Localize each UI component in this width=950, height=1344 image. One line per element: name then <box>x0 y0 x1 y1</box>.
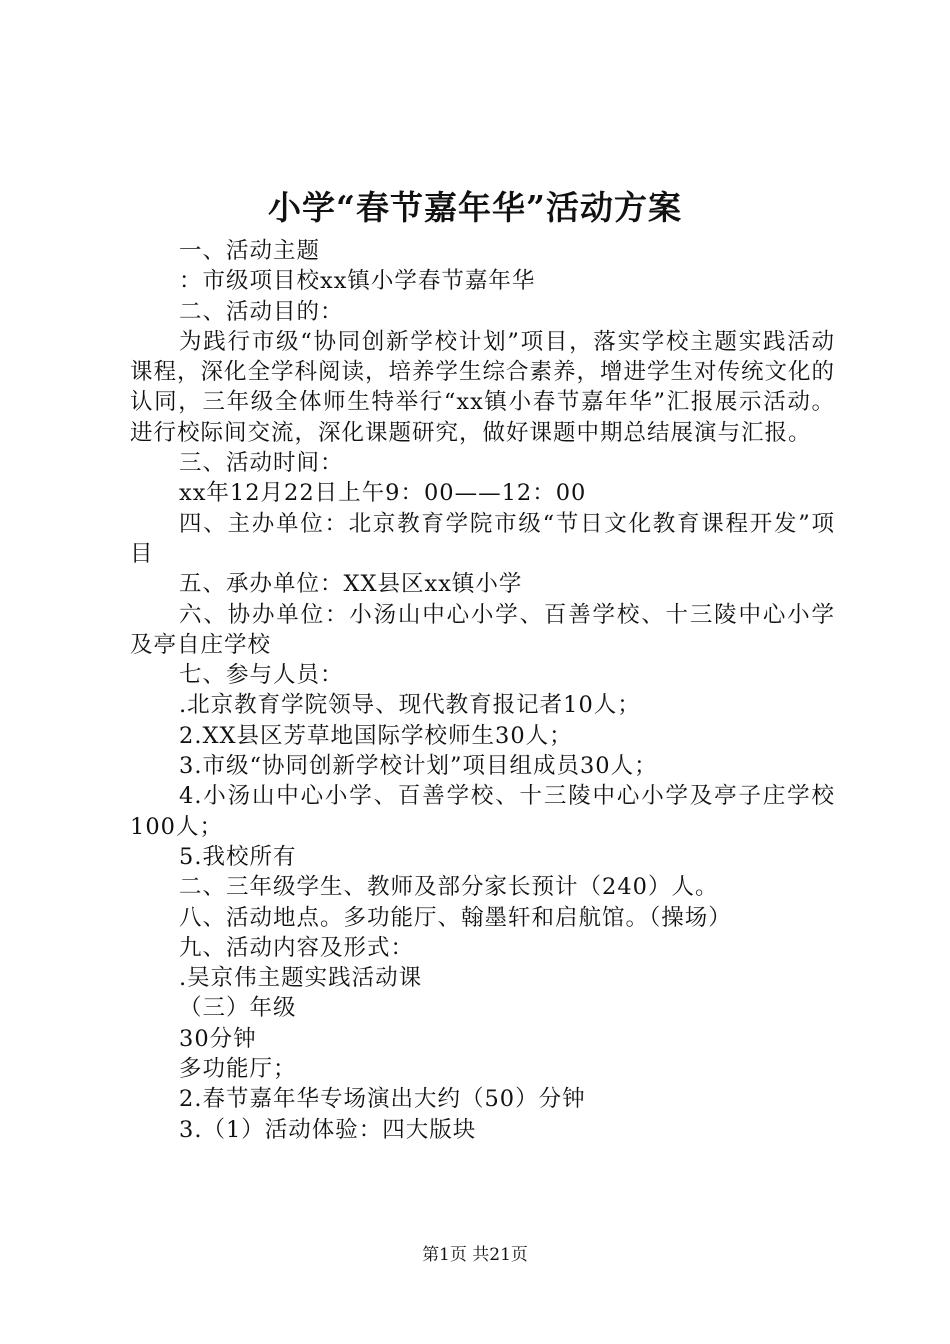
paragraph-participants-heading: 七、参与人员： <box>179 662 344 689</box>
paragraph-content-3: 3.（1）活动体验：四大版块 <box>179 1116 477 1143</box>
paragraph-participant-estimate: 二、三年级学生、教师及部分家长预计（240）人。 <box>179 874 719 901</box>
paragraph-content-grade: （三）年级 <box>179 995 297 1022</box>
paragraph-time: xx年12月22日上午9：00——12：00 <box>179 480 587 507</box>
paragraph-content-heading: 九、活动内容及形式： <box>179 934 415 961</box>
paragraph-purpose-heading: 二、活动目的： <box>179 298 344 325</box>
paragraph-participant-3: 3.市级“协同创新学校计划”项目组成员30人； <box>179 753 658 780</box>
paragraph-location: 八、活动地点。多功能厅、翰墨轩和启航馆。（操场） <box>179 904 732 931</box>
paragraph-participant-5: 5.我校所有 <box>179 843 297 870</box>
paragraph-host: 五、承办单位：XX县区xx镇小学 <box>179 571 523 598</box>
page-footer: 第1页 共21页 <box>422 1245 528 1265</box>
paragraph-co-organizer: 六、协办单位：小汤山中心小学、百善学校、十三陵中心小学及亭自庄学校 <box>130 601 835 658</box>
paragraph-participant-1: .北京教育学院领导、现代教育报记者10人； <box>179 692 641 719</box>
paragraph-content-1: .吴京伟主题实践活动课 <box>179 965 423 992</box>
paragraph-participant-2: 2.XX县区芳草地国际学校师生30人； <box>179 722 573 749</box>
paragraph-organizer: 四、主办单位：北京教育学院市级“节日文化教育课程开发”项目 <box>130 510 835 567</box>
paragraph-purpose: 为践行市级“协同创新学校计划”项目，落实学校主题实践活动课程，深化全学科阅读，培养学生综合素养，增进学生对传统文化的认同，三年级全体师生特举行“xx镇小春节嘉年华”汇报展示活动。进行校际间交流，深化课题研究，做好课题中期总结展演与汇报。 <box>130 328 836 446</box>
paragraph-participant-4: 4.小汤山中心小学、百善学校、十三陵中心小学及亭子庄学校100人； <box>130 783 835 840</box>
paragraph-content-duration: 30分钟 <box>179 1025 257 1052</box>
paragraph-theme: ：市级项目校xx镇小学春节嘉年华 <box>179 268 536 295</box>
paragraph-content-2: 2.春节嘉年华专场演出大约（50）分钟 <box>179 1086 586 1113</box>
paragraph-time-heading: 三、活动时间： <box>179 450 344 477</box>
paragraph-theme-heading: 一、活动主题 <box>179 238 321 264</box>
document-title: 小学“春节嘉年华”活动方案 <box>268 188 682 227</box>
document-body <box>130 236 835 1145</box>
paragraph-content-venue: 多功能厅； <box>179 1056 297 1083</box>
